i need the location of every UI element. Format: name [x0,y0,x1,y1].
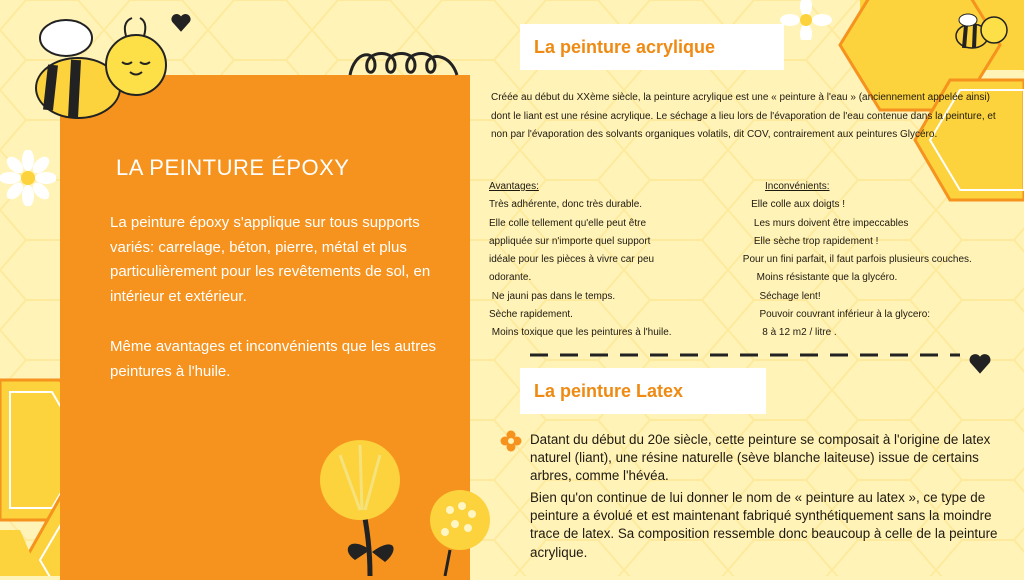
advantages-heading: Avantages: [489,181,539,192]
list-item: Sèche rapidement. [489,309,573,321]
bee-illustration [18,10,168,130]
latex-paragraph-1: Datant du début du 20e siècle, cette peinture se composait à l'origine de latex naturel (liant), une résine naturelle (sève blanche laiteuse) issue de certains arbres, comme l'hévéa. [530,432,991,484]
acrylic-section-label: La peinture acrylique [520,24,784,70]
flower-illustration [300,440,510,576]
list-item: Moins toxique que les peintures à l'huile. [489,327,672,339]
list-item: Les murs doivent être impeccables [740,217,909,229]
heart-icon [170,12,192,34]
drawbacks-heading: Inconvénients: [765,181,830,192]
epoxy-description: La peinture époxy s'applique sur tous supports variés: carrelage, béton, pierre, métal et plus particulièrement pour les revêtements de sol, en intérieur et extérieur. [110,214,431,305]
list-item: Pouvoir couvrant inférieur à la glycero: [740,309,931,321]
latex-section-label: La peinture Latex [520,368,766,414]
list-item: Elle sèche trop rapidement ! [740,235,879,247]
drawbacks-list [740,178,1024,343]
acrylic-intro: Créée au début du XXème siècle, la peinture acrylique est une « peinture à l'eau » (anciennement appelée ainsi) dont le liant est une résine acrylique. Le séchage a lieu lors de l'évaporation de l'eau contenue dans la peinture, et non par l'évaporation des solvants organiques volatils, dit COV, contrairement aux peintures Glycéro. [491,92,996,140]
list-item: appliquée sur n'importe quel support [489,235,651,247]
list-item: 8 à 12 m2 / litre . [740,327,837,339]
list-item: Moins résistante que la glycéro. [740,272,898,284]
swirl-doodle [345,45,465,85]
bee-illustration [950,8,1012,52]
advantages-list [489,178,729,343]
daisy-icon [0,150,56,206]
latex-paragraph-2: Bien qu'on continue de lui donner le nom de « peinture au latex », ce type de peinture a évolué et est maintenant fabriqué synthétiquement sans la moindre trace de latex. Sa composition ressemble donc beaucoup à celle de la peinture acrylique. [530,490,998,560]
list-item: odorante. [489,272,532,284]
page-title: LA PEINTURE ÉPOXY [116,155,350,180]
epoxy-note: Même avantages et inconvénients que les autres peintures à l'huile. [110,338,437,380]
list-item: Très adhérente, donc très durable. [489,199,643,211]
list-item: Elle colle tellement qu'elle peut être [489,217,647,229]
daisy-icon [780,0,832,40]
list-item: idéale pour les pièces à vivre car peu [489,254,655,266]
list-item: Ne jauni pas dans le temps. [489,290,616,302]
list-item: Séchage lent! [740,290,821,302]
heart-icon [968,352,992,376]
list-item: Pour un fini parfait, il faut parfois plusieurs couches. [740,254,972,266]
list-item: Elle colle aux doigts ! [740,199,846,211]
